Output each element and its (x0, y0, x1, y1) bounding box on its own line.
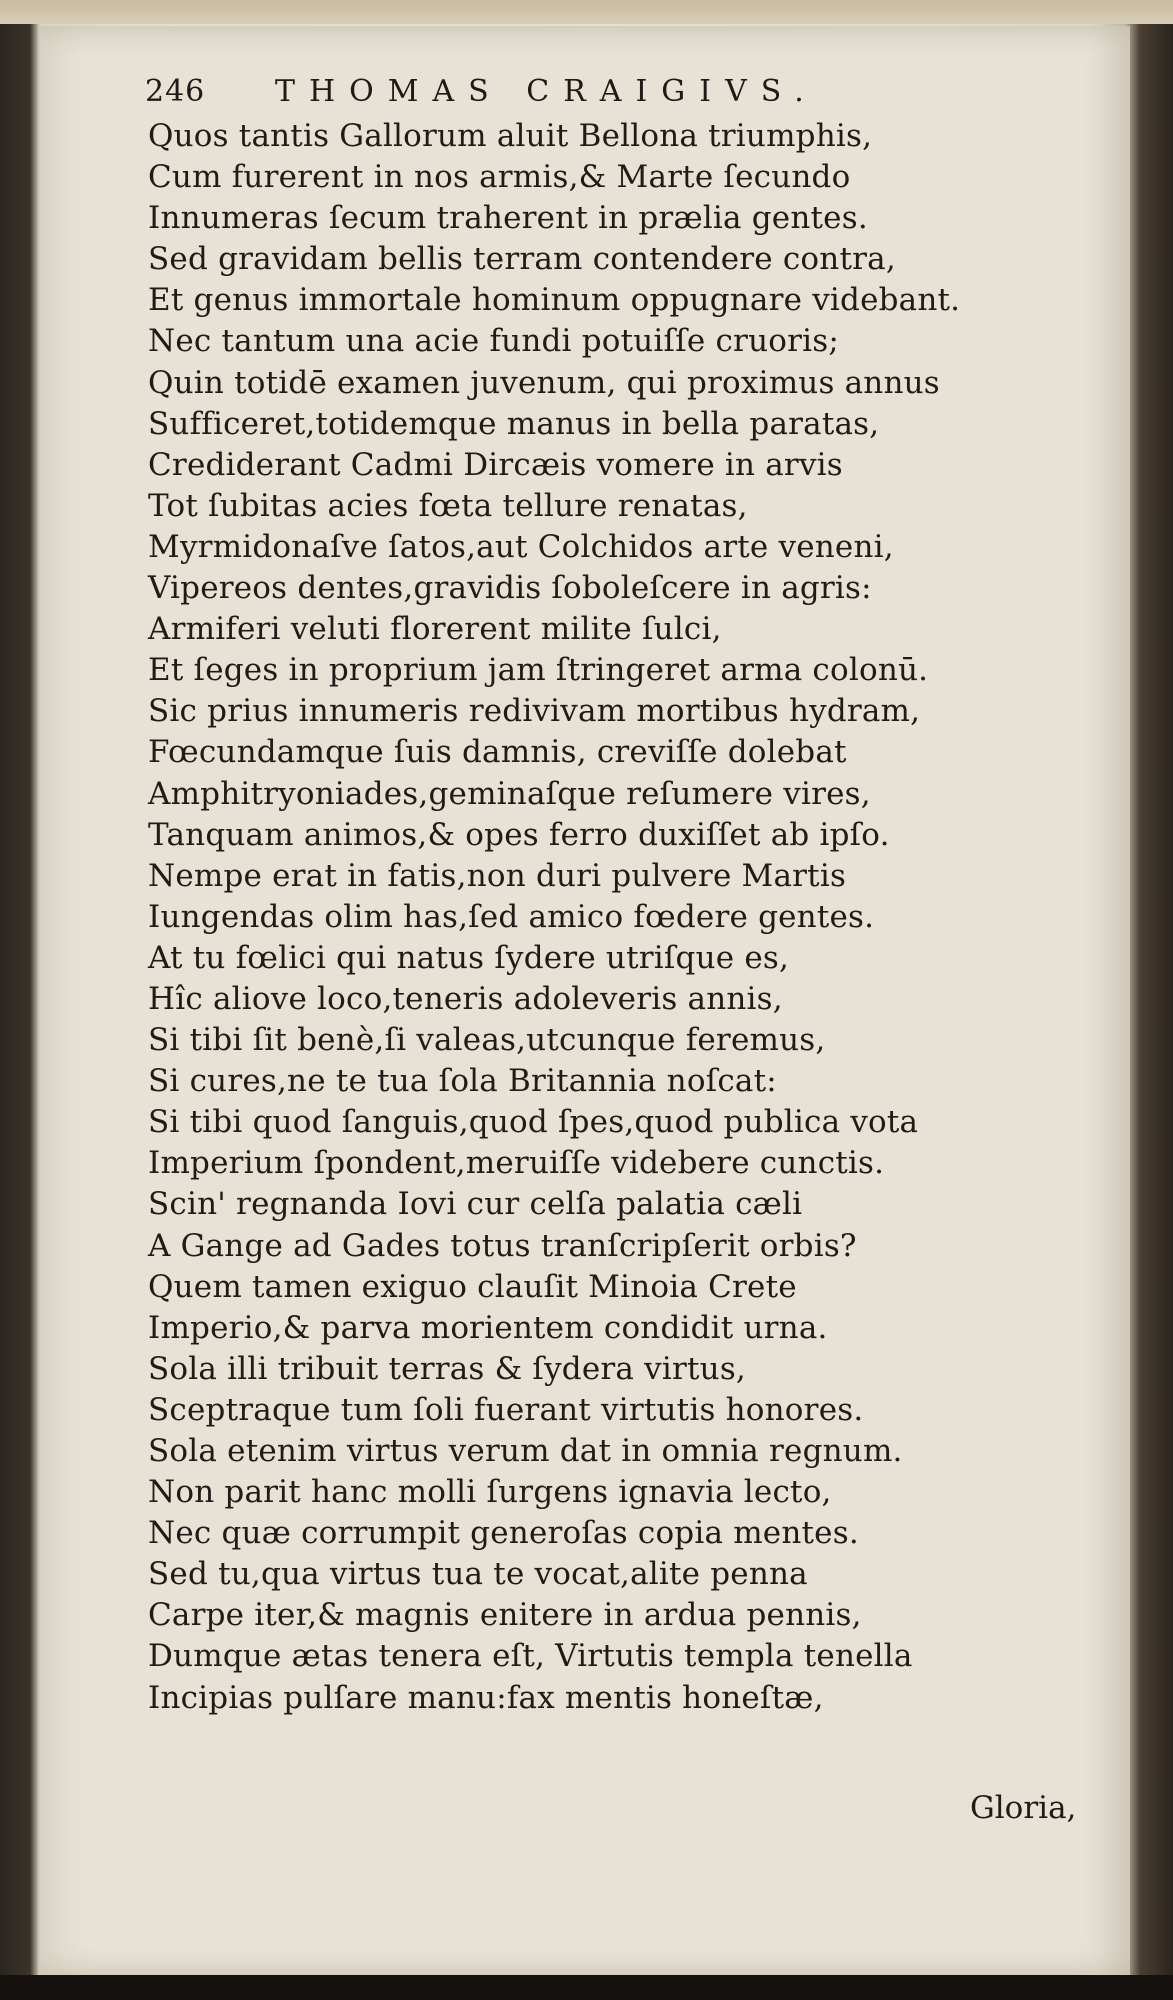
verse-line: Carpe iter,& magnis enitere in ardua pennis, (148, 1597, 862, 1634)
verse-line: Incipias pulſare manu:fax mentis honeſtæ, (148, 1679, 824, 1716)
verse-line: Scin' regnanda Iovi cur celſa palatia cæli (148, 1186, 803, 1223)
verse-line: Si cures,ne te tua ſola Britannia noſcat: (148, 1063, 777, 1100)
verse-line: Et genus immortale hominum oppugnare videbant. (148, 282, 961, 319)
verse-line: Sufficeret,totidemque manus in bella paratas, (148, 405, 880, 442)
verse-line: Sceptraque tum ſoli fuerant virtutis honores. (148, 1391, 864, 1428)
verse-line: Imperio,& parva morientem condidit urna. (148, 1309, 828, 1346)
page-number: 246 (145, 74, 206, 109)
verse-line: Sola illi tribuit terras & ſydera virtus, (148, 1350, 746, 1387)
running-title: THOMAS CRAIGIVS. (275, 74, 818, 109)
verse-line: At tu fœlici qui natus ſydere utriſque es, (148, 939, 790, 976)
verse-line: Innumeras ſecum traherent in prælia gentes. (148, 200, 868, 237)
verse-line: Sic prius innumeris redivivam mortibus hydram, (148, 693, 921, 730)
verse-lines (148, 116, 1128, 1719)
verse-line: Myrmidonaſve ſatos,aut Colchidos arte veneni, (148, 528, 894, 565)
top-page-edge (0, 0, 1173, 24)
verse-line: Quem tamen exiguo clauſit Minoia Crete (148, 1268, 797, 1305)
verse-line: Crediderant Cadmi Dircæis vomere in arvis (148, 446, 843, 483)
verse-line: Nempe erat in fatis,non duri pulvere Martis (148, 857, 847, 894)
running-head (145, 74, 1045, 114)
verse-line: Imperium ſpondent,meruiſſe videbere cunctis. (148, 1145, 885, 1182)
verse-line: Tanquam animos,& opes ferro duxiſſet ab ipſo. (148, 816, 890, 853)
bottom-shadow (0, 1975, 1173, 2000)
verse-line: Iungendas olim has,ſed amico fœdere gentes. (148, 898, 875, 935)
verse-line: Sola etenim virtus verum dat in omnia regnum. (148, 1433, 903, 1469)
verse-line: Sed tu,qua virtus tua te vocat,alite penna (148, 1556, 808, 1593)
verse-line: Vipereos dentes,gravidis ſoboleſcere in agris: (148, 570, 872, 607)
verse-line: Si tibi ſit benè,ſi valeas,utcunque feremus, (148, 1022, 826, 1059)
verse-line: Hîc aliove loco,teneris adoleveris annis, (148, 980, 783, 1017)
verse-line: Sed gravidam bellis terram contendere contra, (148, 241, 896, 278)
catchword: Gloria, (970, 1790, 1077, 1826)
verse-line: Fœcundamque ſuis damnis, creviſſe dolebat (148, 734, 847, 771)
verse-line: Amphitryoniades,geminaſque reſumere vires, (148, 775, 871, 812)
verse-line: Quos tantis Gallorum aluit Bellona triumphis, (148, 118, 873, 154)
verse-line: Nec tantum una acie fundi potuiſſe cruoris; (148, 323, 839, 360)
verse-line: Quin totidē examen juvenum, qui proximus annus (148, 364, 940, 401)
verse-line: Dumque ætas tenera eſt, Virtutis templa tenella (148, 1638, 913, 1675)
verse-line: Nec quæ corrumpit generoſas copia mentes. (148, 1515, 859, 1552)
verse-line: Cum furerent in nos armis,& Marte ſecundo (148, 159, 851, 196)
verse-line: Armiferi veluti florerent milite ſulci, (148, 611, 722, 648)
verse-line: Tot ſubitas acies fœta tellure renatas, (148, 487, 748, 524)
verse-line: Si tibi quod ſanguis,quod ſpes,quod publica vota (148, 1104, 919, 1141)
verse-line: Non parit hanc molli ſurgens ignavia lecto, (148, 1474, 832, 1511)
verse-line: A Gange ad Gades totus tranſcripſerit orbis? (148, 1227, 857, 1264)
verse-line: Et ſeges in proprium jam ſtringeret arma colonū. (148, 652, 929, 689)
